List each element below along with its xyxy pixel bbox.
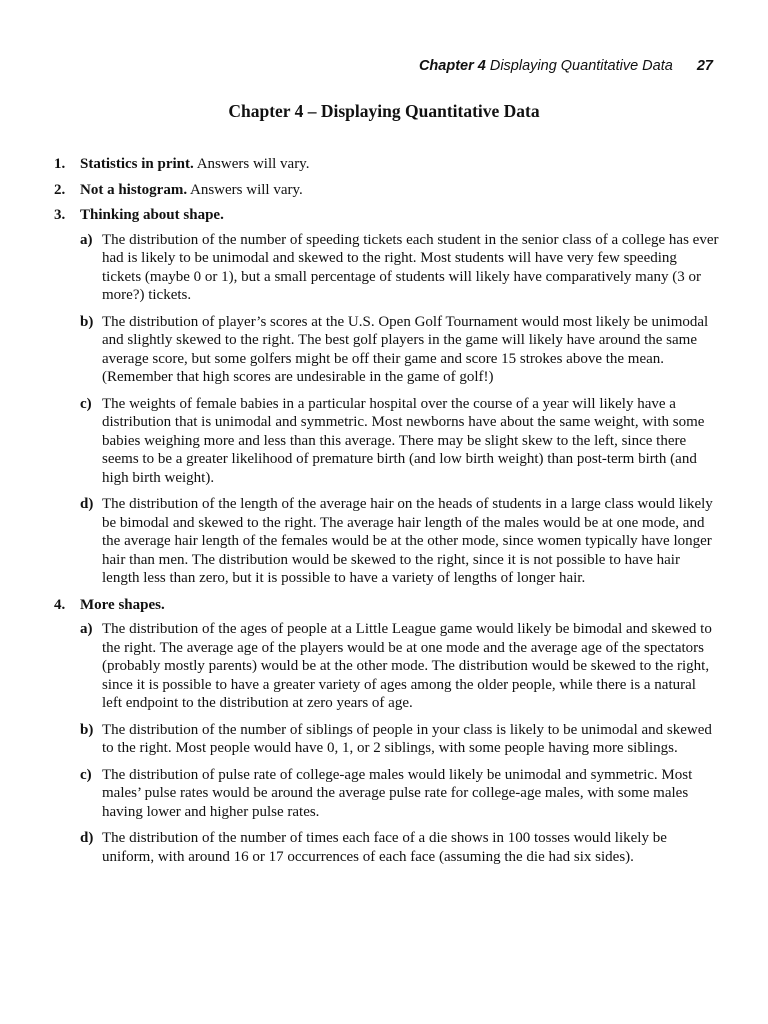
sub-answer: [80, 721, 719, 758]
exercise-line: [80, 181, 719, 200]
sub-answer-label: a): [80, 231, 93, 248]
exercise-heading: More shapes.: [80, 596, 165, 613]
exercise-item: [54, 181, 719, 200]
exercise-line: [80, 206, 719, 225]
sub-answer-label: b): [80, 313, 94, 330]
exercise-line: [80, 155, 719, 174]
sub-answer: [80, 231, 719, 305]
exercise-item: [54, 596, 719, 867]
sub-answer-label: c): [80, 395, 92, 412]
exercise-heading: Thinking about shape.: [80, 207, 224, 223]
running-header: [419, 58, 713, 74]
header-chapter-label: Chapter 4: [418, 58, 486, 74]
exercise-heading: Statistics in print.: [80, 156, 194, 172]
exercise-number: 1.: [54, 156, 66, 172]
sub-answer-text: The distribution of the number of speeding tickets each student in the senior class of a college has ever had is likely to be unimodal and skewed to the right. Most students will have very few speeding tickets (maybe 0 or 1), but a small percentage of students will likely have comparatively many (3 or more?) tickets.: [102, 231, 719, 303]
sub-answer-text: The distribution of the number of times each face of a die shows in 100 tosses would likely be uniform, with around 16 or 17 occurrences of each face (assuming the die had six sides).: [102, 830, 667, 865]
exercise-number: 4.: [54, 596, 66, 613]
sub-answer-label: b): [80, 721, 94, 738]
sub-answer-list: [80, 231, 719, 588]
sub-answer: [80, 766, 719, 822]
sub-answer: [80, 395, 719, 488]
exercise-heading: Not a histogram.: [80, 181, 188, 198]
header-chapter-title: Displaying Quantitative Data: [489, 58, 673, 74]
sub-answer-label: c): [80, 766, 92, 783]
exercise-item: [54, 206, 719, 588]
exercise-line: [80, 596, 719, 615]
page-title: Chapter 4 – Displaying Quantitative Data: [228, 101, 540, 121]
sub-answer-text: The distribution of player’s scores at the U.S. Open Golf Tournament would most likely be unimodal and slightly skewed to the right. The best golf players in the game will likely have around the same average score, but some golfers might be off their game and score 15 strokes above the mean. (Remember that high scores are undesirable in the game of golf!): [102, 313, 709, 385]
page-number: 27: [696, 58, 713, 74]
exercise-answer: Answers will vary.: [190, 181, 303, 198]
sub-answer-text: The distribution of pulse rate of college-age males would likely be unimodal and symmetric. Most males’ pulse rates would be around the average pulse rate for college-age males, with some males having lower and higher pulse rates.: [102, 766, 693, 820]
sub-answer-text: The distribution of the number of siblings of people in your class is likely to be unimodal and skewed to the right. Most people would have 0, 1, or 2 siblings, with some people having more siblings.: [102, 721, 712, 756]
sub-answer-label: a): [80, 621, 93, 637]
exercise-item: [54, 155, 719, 174]
sub-answer-text: The weights of female babies in a particular hospital over the course of a year will likely have a distribution that is unimodal and symmetric. Most newborns have about the same weight, with some babies weighing more and less than this average. There may be slight skew to the left, since there seems to be a greater likelihood of premature birth (and low birth weight) than post-term birth (and high birth weight).: [102, 395, 705, 486]
exercise-number: 2.: [54, 181, 66, 198]
exercise-answer: Answers will vary.: [196, 156, 310, 172]
sub-answer: [80, 829, 719, 866]
sub-answer: [80, 495, 719, 588]
exercise-number: 3.: [54, 207, 66, 223]
sub-answer-text: The distribution of the ages of people at a Little League game would likely be bimodal and skewed to the right. The average age of the players would be at one mode and the average age of the spectators (probably mostly parents) would be at the other mode. The distribution would be skewed to the right, since it is possible to have a greater variety of ages among the older people, while there is a natural left endpoint to the distribution at zero years of age.: [102, 621, 712, 711]
sub-answer: [80, 313, 719, 387]
sub-answer-list: [80, 620, 719, 866]
sub-answer-label: d): [80, 830, 94, 846]
sub-answer: [80, 620, 719, 713]
exercise-list: [54, 155, 719, 874]
sub-answer-text: The distribution of the length of the average hair on the heads of students in a large class would likely be bimodal and skewed to the right. The average hair length of the males would be at one mode, and the average hair length of the females would be at the other mode, since women typically have longer hair than men. The distribution would be skewed to the right, since it is not possible to have hair length less than zero, but it is possible to have a variety of lengths of longer hair.: [102, 496, 713, 586]
sub-answer-label: d): [80, 496, 94, 512]
